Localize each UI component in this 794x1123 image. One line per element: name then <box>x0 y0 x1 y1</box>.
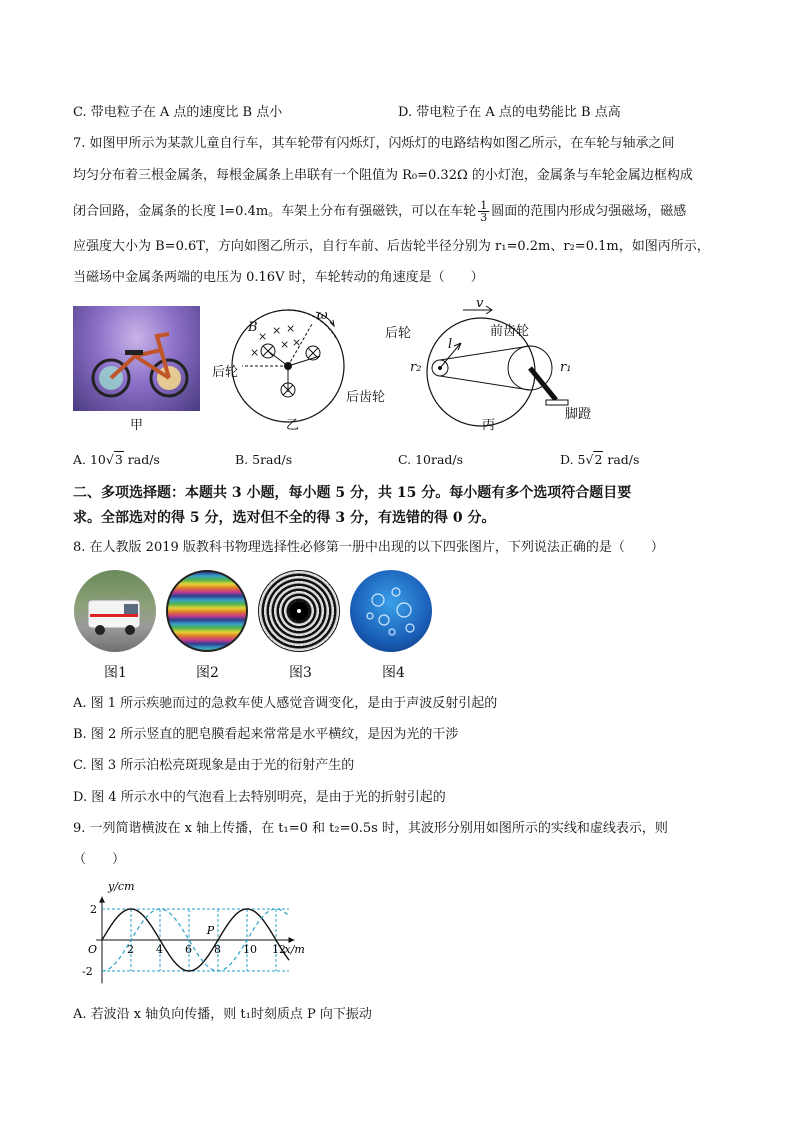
y-tick-label-neg2: -2 <box>82 965 93 978</box>
q9-wave-chart <box>72 878 312 988</box>
point-p-label: P <box>206 924 215 937</box>
q9-stem-line2: （ ） <box>73 852 126 867</box>
q7-line3-b: 圆面的范围内形成匀强磁场，磁感 <box>491 204 687 219</box>
bicycle-illustration <box>73 306 200 411</box>
q9-option-a: A. 若波沿 x 轴负向传播，则 t₁时刻质点 P 向下振动 <box>73 1007 372 1022</box>
q7-line3-a: 闭合回路，金属条的长度 l=0.4m。车架上分布有强磁铁，可以在车轮 <box>73 204 477 219</box>
q8-option-b: B. 图 2 所示竖直的肥皂膜看起来常常是水平横纹，是因为光的干涉 <box>73 727 459 742</box>
q8-figure-1-ambulance <box>74 570 156 652</box>
figure-bing-label-rear-wheel: 后轮 <box>385 326 412 341</box>
x-tick-label-6: 6 <box>185 943 192 956</box>
figure-bing-label-front-gear: 前齿轮 <box>490 324 530 339</box>
q6-option-c: C. 带电粒子在 A 点的速度比 B 点小 <box>73 105 283 120</box>
q7-option-d-prefix: D. <box>560 452 578 467</box>
q8-figure-3-caption: 图3 <box>289 665 312 681</box>
y-axis-arrow <box>99 897 105 903</box>
q7-line5: 当磁场中金属条两端的电压为 0.16V 时，车轮转动的角速度是（ ） <box>73 270 484 285</box>
figure-bing-label-r2: r₂ <box>410 360 422 375</box>
q7-option-b: B. 5rad/s <box>235 452 293 467</box>
q7-option-a-radicand: 3 <box>114 452 123 467</box>
q7-line1: 7. 如图甲所示为某款儿童自行车，其车轮带有闪烁灯，闪烁灯的电路结构如图乙所示，在车轮与轴承之间 <box>73 136 675 151</box>
figure-bing-label-l: l <box>448 337 453 352</box>
poisson-bright-spot <box>297 609 301 613</box>
q8-figure-3-poisson-spot <box>258 570 340 652</box>
figure-yi-label-rear-wheel: 后轮 <box>212 365 239 380</box>
origin-label: O <box>88 943 98 956</box>
q8-figure-4-caption: 图4 <box>382 665 405 681</box>
fraction-denominator: 3 <box>480 211 488 224</box>
q8-figure-1-caption: 图1 <box>104 665 127 681</box>
q8-option-d: D. 图 4 所示水中的气泡看上去特别明亮，是由于光的折射引起的 <box>73 790 446 805</box>
figure-yi-circuit <box>220 306 350 426</box>
x-axis-label: x/m <box>284 943 305 956</box>
q7-option-d-coef: 5 <box>577 452 586 467</box>
figure-bing-label-r1: r₁ <box>560 360 572 375</box>
q7-option-a: A. 10√3 rad/s <box>73 452 160 467</box>
x-tick-label-12: 12 <box>272 943 286 956</box>
figure-bing-label-v: v <box>476 296 484 311</box>
ambulance-illustration <box>74 570 156 652</box>
q7-line4: 应强度大小为 B=0.6T，方向如图乙所示，自行车前、后齿轮半径分别为 r₁=0.2m、r₂=0.1m，如图丙所示， <box>73 239 710 254</box>
q9-stem-line1: 9. 一列简谐横波在 x 轴上传播，在 t₁=0 和 t₂=0.5s 时，其波形分别用如图所示的实线和虚线表示，则 <box>73 821 668 836</box>
figure-jia-bicycle-photo <box>73 306 200 411</box>
x-tick-label-4: 4 <box>156 943 163 956</box>
q8-stem: 8. 在人教版 2019 版教科书物理选择性必修第一册中出现的以下四张图片，下列说法正确的是（ ） <box>73 540 664 555</box>
q7-option-a-unit: rad/s <box>123 452 160 467</box>
fraction-one-third <box>478 200 489 223</box>
figure-yi-caption: 乙 <box>286 418 300 433</box>
svg-text:×: × <box>286 322 296 335</box>
q7-option-d-radicand: 2 <box>594 452 603 467</box>
q6-option-d: D. 带电粒子在 A 点的电势能比 B 点高 <box>398 105 621 120</box>
svg-text:×: × <box>258 330 268 343</box>
x-tick-label-2: 2 <box>127 943 134 956</box>
figure-yi-label-omega: ω <box>317 308 328 323</box>
q7-option-a-coef: 10 <box>89 452 106 467</box>
figure-bing-label-rear-gear: 后齿轮 <box>346 390 386 405</box>
x-tick-label-8: 8 <box>214 943 221 956</box>
figure-jia-caption: 甲 <box>130 418 144 433</box>
svg-text:×: × <box>292 336 302 349</box>
svg-text:×: × <box>280 338 290 351</box>
y-axis-label: y/cm <box>108 880 135 893</box>
svg-text:×: × <box>250 346 260 359</box>
bubbles-illustration <box>350 570 432 652</box>
q7-option-d-unit: rad/s <box>603 452 640 467</box>
q7-option-c: C. 10rad/s <box>398 452 464 467</box>
section2-heading-line1: 二、多项选择题：本题共 3 小题，每小题 5 分，共 15 分。每小题有多个选项符合题目要 <box>73 485 632 501</box>
figure-bing-label-pedal: 脚蹬 <box>565 407 592 422</box>
q8-option-c: C. 图 3 所示泊松亮斑现象是由于光的衍射产生的 <box>73 758 355 773</box>
q7-line2: 均匀分布着三根金属条，每根金属条上串联有一个阻值为 R₀=0.32Ω 的小灯泡，金属条与车轮金属边框构成 <box>73 168 693 183</box>
q7-option-d: D. 5√2 rad/s <box>560 452 640 467</box>
figure-yi-label-b: B <box>248 320 258 335</box>
fraction-numerator: 1 <box>480 199 488 212</box>
section2-heading-line2: 求。全部选对的得 5 分，选对但不全的得 3 分，有选错的得 0 分。 <box>73 510 496 526</box>
x-tick-label-10: 10 <box>243 943 257 956</box>
q7-line3 <box>73 200 686 223</box>
q8-figure-4-bubbles <box>350 570 432 652</box>
q7-option-a-prefix: A. <box>73 452 90 467</box>
q8-option-a: A. 图 1 所示疾驰而过的急救车使人感觉音调变化，是由于声波反射引起的 <box>73 696 498 711</box>
svg-text:×: × <box>272 324 282 337</box>
q8-figure-2-caption: 图2 <box>196 665 219 681</box>
y-tick-label-2: 2 <box>90 903 97 916</box>
q8-figure-2-soap-film <box>166 570 248 652</box>
figure-bing-caption: 丙 <box>482 418 496 433</box>
